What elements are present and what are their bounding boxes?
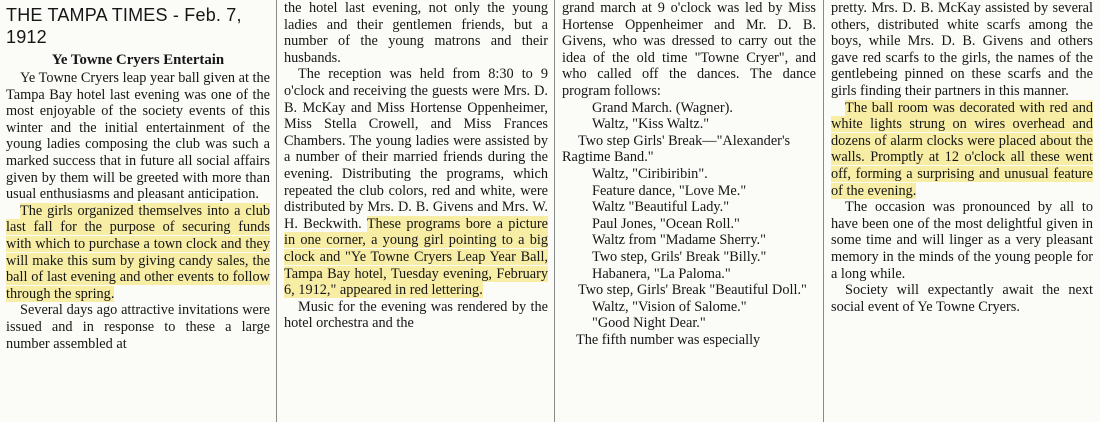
paragraph: The fifth number was especially bbox=[576, 331, 761, 348]
program-item: Waltz, "Vision of Salome." bbox=[592, 298, 747, 315]
program-item: Feature dance, "Love Me." bbox=[592, 182, 747, 199]
highlighted-text: The ball room was decorated with red and white lights strung on wires overhead and dozens of alarm clocks were placed about the walls. Promptly at 12 o'clock all these went off, forming a surprising and unusual feature of the evening. bbox=[831, 99, 1093, 199]
paragraph: Music for the evening was rendered by the hotel orchestra and the bbox=[284, 298, 548, 332]
program-item: Two step, Grils' Break "Billy." bbox=[592, 248, 767, 265]
column-rule bbox=[823, 0, 824, 422]
program-item: Two step Girls' Break—"Alexander's Ragtime Band." bbox=[562, 132, 791, 166]
program-item: Waltz "Beautiful Lady." bbox=[592, 199, 730, 216]
article-column-3 bbox=[562, 0, 816, 422]
paragraph: Ye Towne Cryers leap year ball given at the Tampa Bay hotel last evening was one of the most enjoyable of the society events of this winter and the initial entertainment of the young ladies composing the club was such a marked success that in future all social affairs given by them will be greeted with more than usual enthusiasms and pleasant anticipation. bbox=[6, 70, 270, 203]
program-item: Waltz, "Kiss Waltz." bbox=[592, 116, 710, 133]
paragraph: Several days ago attractive invitations were issued and in response to these a large number assembled at bbox=[6, 302, 270, 352]
program-item: Grand March. (Wagner). bbox=[592, 99, 733, 116]
paragraph: The occasion was pronounced by all to have been one of the most delightful given in some time and will linger as a very pleasant memory in the minds of the young people for a long while. bbox=[831, 199, 1093, 282]
program-item: Waltz from "Madame Sherry." bbox=[592, 232, 766, 249]
paragraph: the hotel last evening, not only the young ladies and their gentlemen friends, but a number of the young matrons and their husbands. bbox=[284, 0, 548, 66]
article-column-4 bbox=[831, 0, 1093, 422]
program-item: Two step, Girls' Break "Beautiful Doll." bbox=[578, 282, 807, 299]
masthead: THE TAMPA TIMES - Feb. 7, 1912 bbox=[6, 5, 242, 47]
headline: Ye Towne Cryers Entertain bbox=[51, 52, 225, 68]
paragraph bbox=[284, 66, 548, 298]
article-column-2 bbox=[284, 0, 548, 422]
dance-program-list bbox=[562, 100, 816, 332]
column-rule bbox=[276, 0, 277, 422]
column-rule bbox=[554, 0, 555, 422]
paragraph-highlighted bbox=[6, 203, 270, 303]
paragraph: grand march at 9 o'clock was led by Miss Hortense Oppenheimer and Mr. D. B. Givens, who was dressed to carry out the idea of the old time "Towne Cryer", and who called off the dances. The dance program follows: bbox=[562, 0, 816, 99]
paragraph-text: The reception was held from 8:30 to 9 o'clock and receiving the guests were Mrs. D. B. McKay and Miss Hortense Oppenheimer, Miss Stella Crowell, and Miss Frances Chambers. The young ladies were assisted by a number of their married friends during the evening. Distributing the programs, which repeated the club colors, red and white, were distributed by Mrs. D. B. Givens and Mrs. W. H. Beckwith. bbox=[284, 66, 548, 232]
paragraph: Society will expectantly await the next social event of Ye Towne Cryers. bbox=[831, 282, 1093, 315]
paragraph-highlighted bbox=[831, 100, 1093, 200]
highlighted-text: The girls organized themselves into a club last fall for the purpose of securing funds with which to purchase a town clock and they will make this sum by giving candy sales, the ball of last evening and other events to follow through the spring. bbox=[6, 202, 270, 302]
article-column-1 bbox=[6, 0, 270, 422]
program-item: Habanera, "La Paloma." bbox=[592, 265, 731, 282]
program-item: Paul Jones, "Ocean Roll." bbox=[592, 215, 740, 232]
paragraph: pretty. Mrs. D. B. McKay assisted by several others, distributed white scarfs among the boys, while Mrs. D. B. Givens and others gave red scarfs to the girls, the names of the gentlebeing pinned on these scarfs and the girls finding their partners in this manner. bbox=[831, 0, 1093, 99]
program-item: Waltz, "Ciribiribin". bbox=[592, 165, 708, 182]
program-item: "Good Night Dear." bbox=[592, 315, 706, 332]
highlighted-text: These programs bore a picture in one corner, a young girl pointing to a big clock and "Ye Towne Cryers Leap Year Ball, Tampa Bay hotel, Tuesday evening, February 6, 1912," appeared in red lettering. bbox=[284, 215, 548, 299]
